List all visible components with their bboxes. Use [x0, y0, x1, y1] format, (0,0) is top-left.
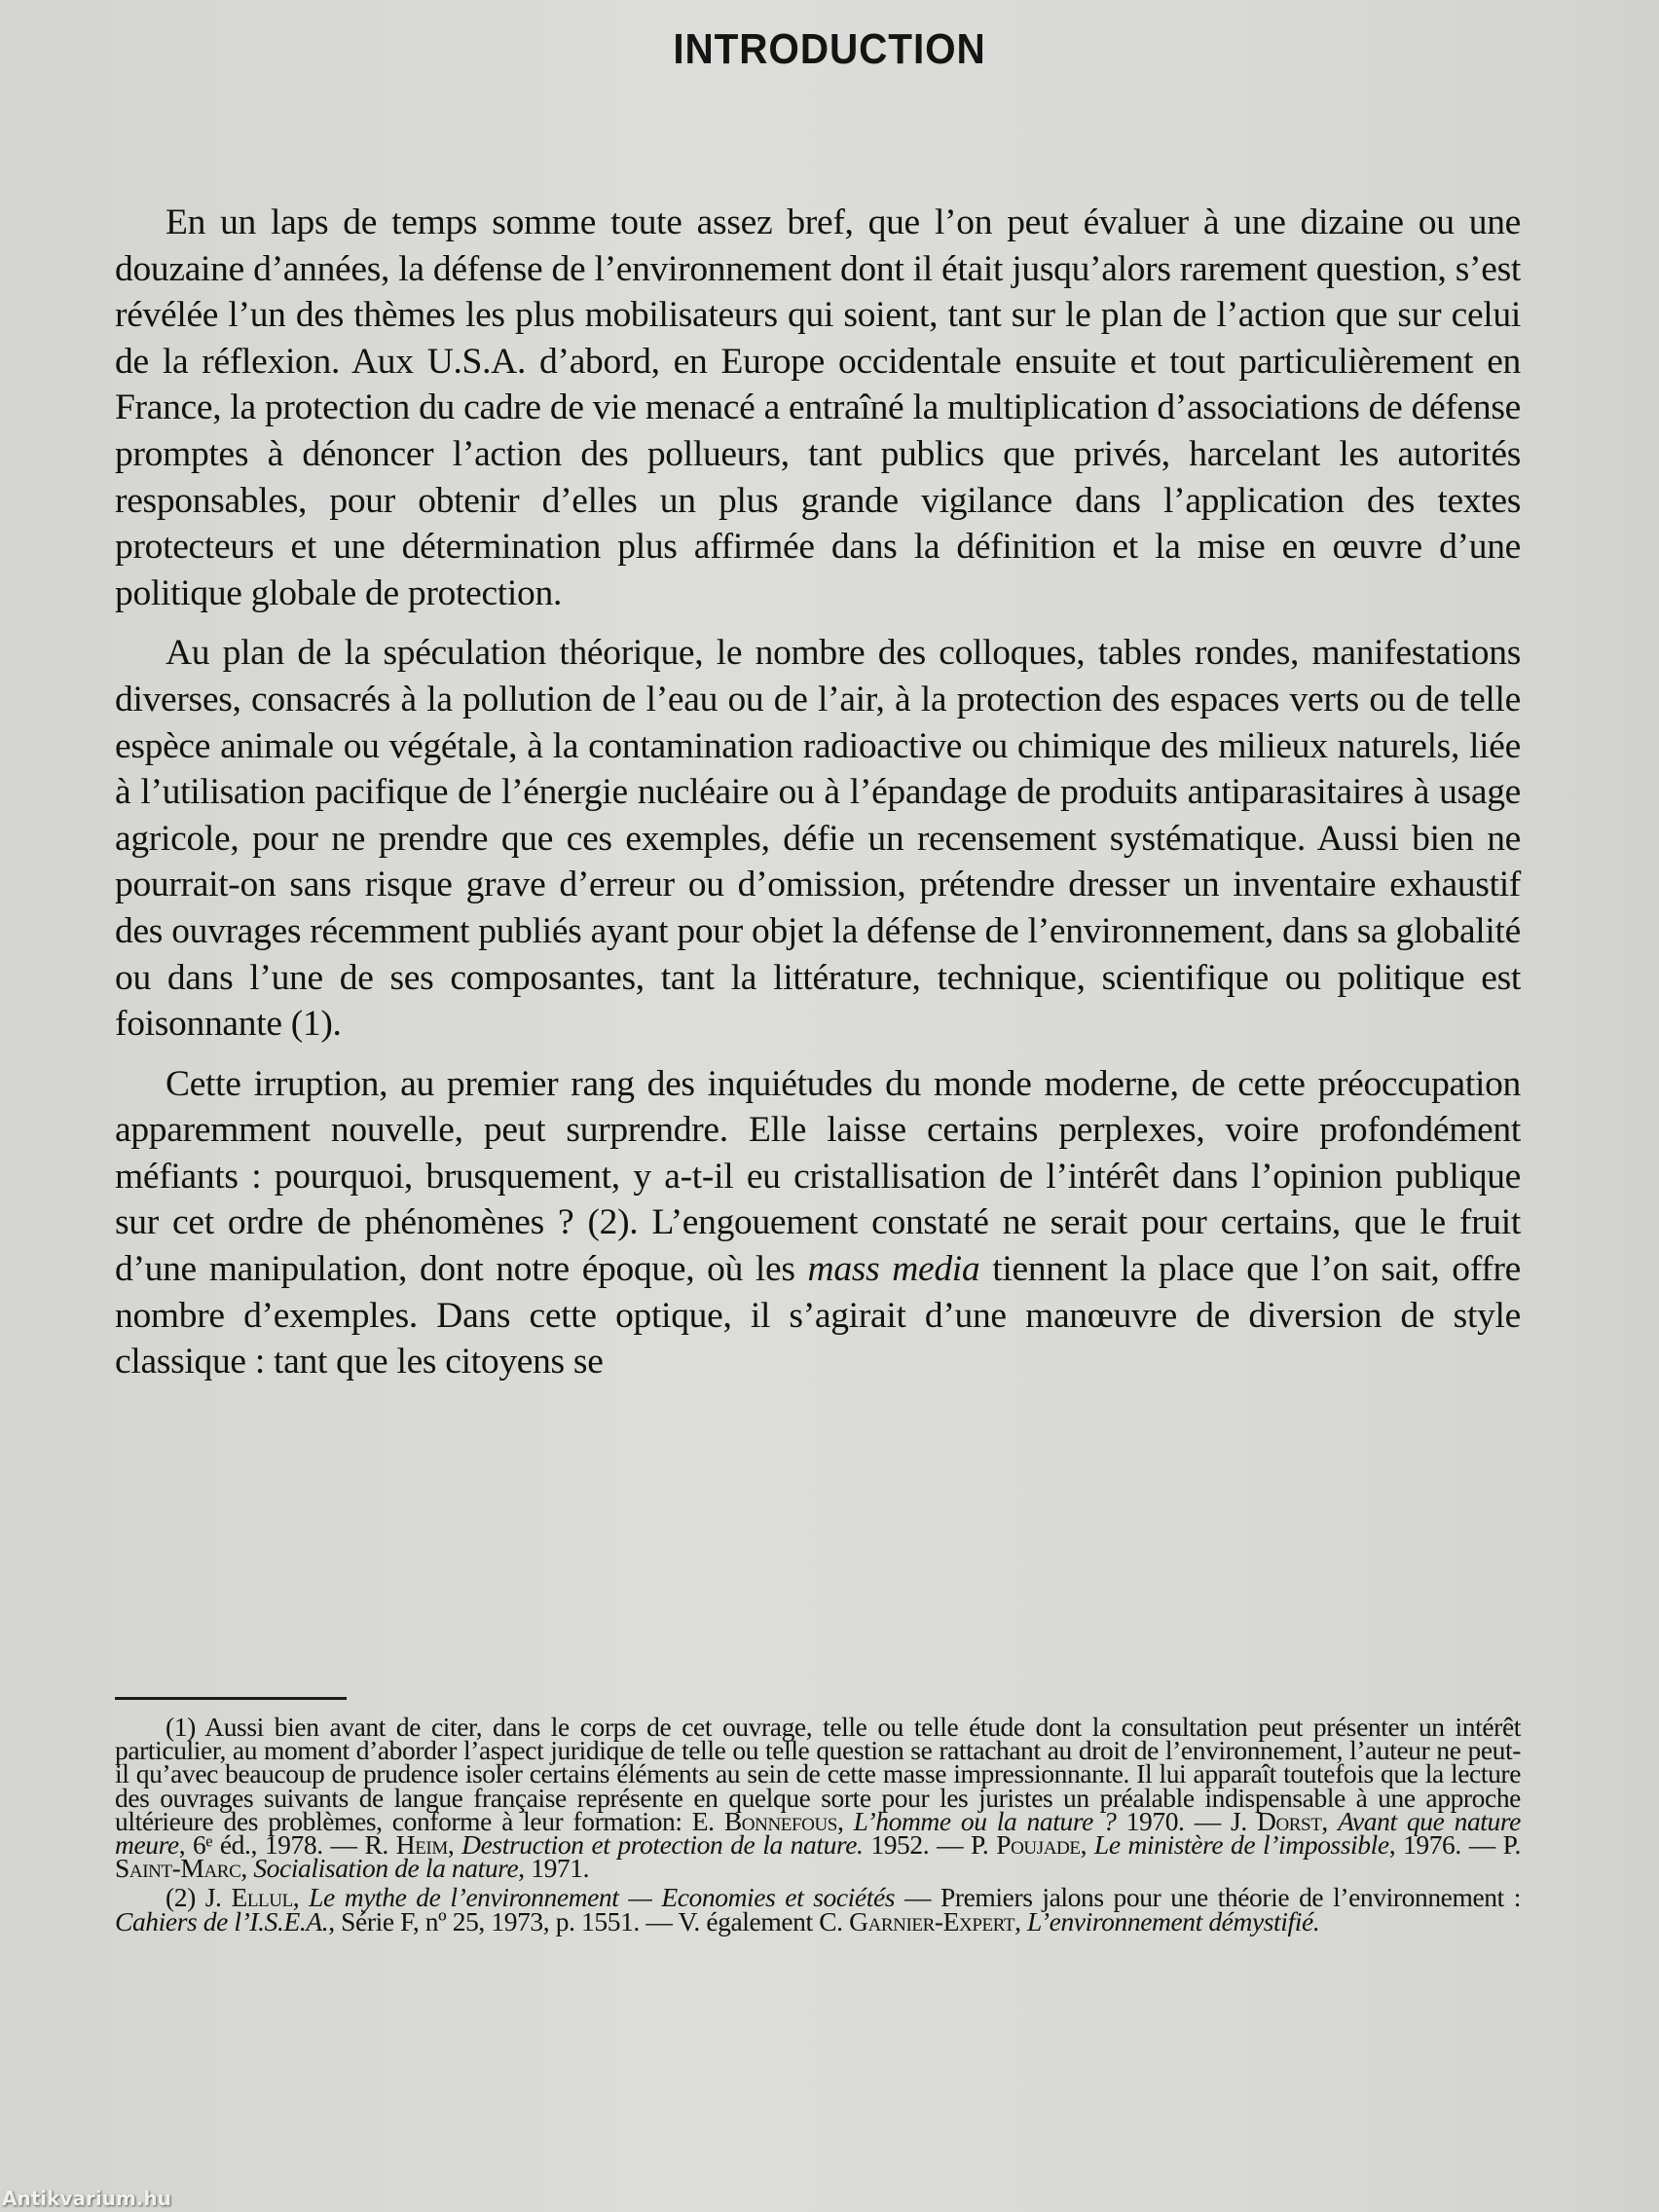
paragraph-1: En un laps de temps somme toute assez bref, que l’on peut évaluer à une dizaine ou une douzaine d’années, la défense de l’environnement dont il était jusqu’alors rarement question, s’est révélée l’un des thèmes les plus mobilisateurs qui soient, tant sur le plan de l’action que sur celui de la réflexion. Aux U.S.A. d’abord, en Europe occidentale ensuite et tout particulièrement en France, la protection du cadre de vie menacé a entraîné la multiplication d’associations de défense promptes à dénoncer l’action des pollueurs, tant publics que privés, harcelant les autorités responsables, pour obtenir d’elles un plus grande vigilance dans l’application des textes protecteurs et une détermination plus affirmée dans la définition et la mise en œuvre d’une politique globale de protection.	[115, 203, 1521, 613]
ref-author: Saint-Marc	[115, 1853, 241, 1884]
ref-title: L’homme ou la nature ?	[853, 1805, 1117, 1836]
ref-author: Dorst	[1256, 1805, 1322, 1836]
footnote-1-ref-5: P. Saint-Marc, Socialisation de la nature, 1971.	[115, 1829, 1521, 1884]
paragraph-3-italic: mass media	[807, 1249, 980, 1290]
ref-title: Socialisation de la nature	[253, 1853, 519, 1884]
watermark-logo: Antikvarium.hu	[2, 2187, 171, 2210]
chapter-title: INTRODUCTION	[673, 25, 986, 73]
footnote-1-ref-2: J. Dorst, Avant que nature meure, 6ᵉ éd., 1978. —	[115, 1805, 1521, 1861]
footnote-1	[115, 1712, 1521, 1884]
footnote-1-ref-4: P. Poujade, Le ministère de l’impossible, 1976. —	[971, 1829, 1503, 1861]
ref-author: Ellul	[231, 1882, 293, 1913]
footnote-1-ref-1: E. Bonnefous, L’homme ou la nature ? 1970. —	[691, 1805, 1232, 1836]
ref-title: Destruction et protection de la nature.	[461, 1829, 864, 1861]
footnotes	[115, 1712, 1521, 1939]
footnote-2-marker: (2)	[166, 1882, 196, 1913]
ref-author: Garnier-Expert	[849, 1905, 1015, 1936]
footnote-separator	[115, 1697, 347, 1700]
ref-title: Le mythe de l’environnement — Economies et sociétés	[309, 1882, 896, 1913]
ref-author: Bonnefous	[723, 1805, 837, 1836]
paragraph-3-text-a: Cette irruption, au premier rang des inquiétudes du monde moderne, de cette préoccupation apparemment nouvelle, peut surprendre. Elle laisse certains perplexes, voire profondément méfiants : pourquoi, brusquement, y a-t-il eu cristallisation de l’intérêt dans l’opinion publique sur cet ordre de phénomènes ? (2). L’engouement constaté ne serait pour certains, que le fruit d’une manipulation, dont notre époque, où les	[115, 1063, 1521, 1290]
footnote-1-marker: (1)	[166, 1712, 196, 1742]
body-text	[115, 200, 1521, 1385]
ref-author: Poujade	[996, 1829, 1081, 1861]
footnote-2: (2) J. Ellul, Le mythe de l’environnement — Economies et sociétés — Premiers jalons pour une théorie de l’environnement : Cahiers de l’I.S.E.A., Série F, nº 25, 1973, p. 1551. — V. également C. Garnier-Expert, L’environnement démystifié.	[115, 1882, 1521, 1936]
paragraph-3	[115, 1061, 1521, 1385]
ref-title: L’environnement démystifié.	[1027, 1905, 1320, 1936]
ref-title: Avant que nature meure	[115, 1805, 1521, 1861]
footnote-1-text: Aussi bien avant de citer, dans le corps de cet ouvrage, telle ou telle étude dont la consultation peut présenter un intérêt particulier, au moment d’aborder l’aspect juridique de telle ou telle question se rattachant au droit de l’environnement, l’auteur ne peut-il qu’avec beaucoup de prudence isoler certains éléments au sein de cette masse impressionnante. Il lui apparaît toutefois que la lecture des ouvrages suivants de langue française représente en quelque sorte pour les juristes un préalable indispensable à une approche ultérieure des problèmes, conforme à leur formation:	[115, 1712, 1521, 1836]
ref-title: Cahiers de l’I.S.E.A.	[115, 1905, 329, 1936]
paragraph-2: Au plan de la spéculation théorique, le nombre des colloques, tables rondes, manifestations diverses, consacrés à la pollution de l’eau ou de l’air, à la protection des espaces verts ou de telle espèce animale ou végétale, à la contamination radioactive ou chimique des milieux naturels, liée à l’utilisation pacifique de l’énergie nucléaire ou à l’épandage de produits antiparasitaires à usage agricole, pour ne prendre que ces exemples, défie un recensement systématique. Aussi bien ne pourrait-on sans risque grave d’erreur ou d’omission, prétendre dresser un inventaire exhaustif des ouvrages récemment publiés ayant pour objet la défense de l’environnement, dans sa globalité ou dans l’une de ses composantes, tant la littérature, technique, scientifique ou politique est foisonnante (1).	[115, 633, 1521, 1045]
paragraph-3-text-b: tiennent la place que l’on sait, offre nombre d’exemples. Dans cette optique, il s’agirait d’une manœuvre de diversion de style classique : tant que les citoyens se	[115, 1249, 1521, 1382]
footnote-1-ref-3: R. Heim, Destruction et protection de la nature. 1952. —	[364, 1829, 972, 1861]
ref-author: Heim	[395, 1829, 448, 1861]
ref-title: Le ministère de l’impossible	[1093, 1829, 1389, 1861]
